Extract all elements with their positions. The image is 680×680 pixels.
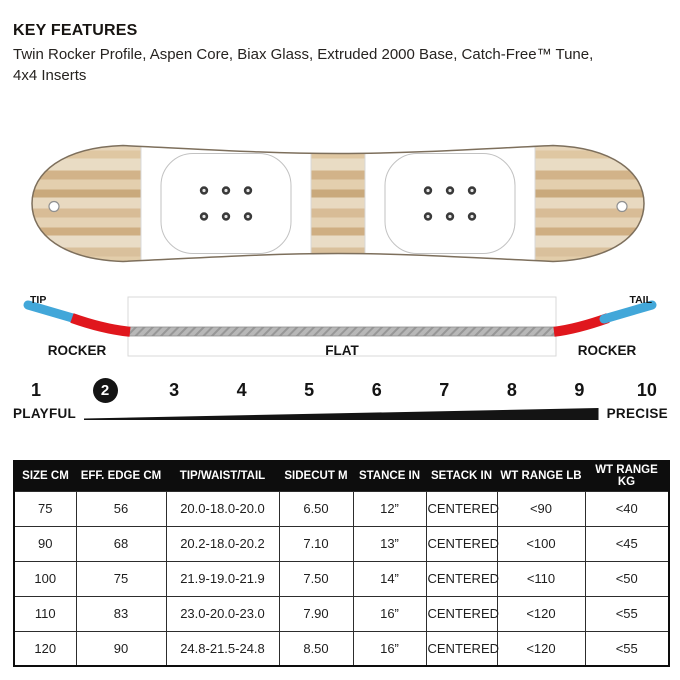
cell: 100	[14, 561, 76, 596]
binding-zone-left	[141, 141, 311, 267]
cell: 8.50	[279, 631, 353, 666]
col-stance-in: STANCE IN	[353, 461, 426, 491]
size-spec-table	[13, 460, 670, 667]
table-row	[14, 491, 669, 526]
cell: 7.10	[279, 526, 353, 561]
rocker-left-label: ROCKER	[47, 343, 107, 358]
cell: 120	[14, 631, 76, 666]
cell: 20.0-18.0-20.0	[166, 491, 279, 526]
cell: 13”	[353, 526, 426, 561]
size-spec-table-wrap	[13, 460, 670, 667]
cell: <45	[585, 526, 669, 561]
cell: 24.8-21.5-24.8	[166, 631, 279, 666]
flat-label: FLAT	[325, 343, 359, 358]
cell: 75	[76, 561, 166, 596]
cell: <55	[585, 631, 669, 666]
cell: <55	[585, 596, 669, 631]
scale-value-7: 7	[439, 379, 450, 400]
rocker-left-segment	[72, 318, 130, 332]
scale-value-9: 9	[574, 379, 585, 400]
scale-value-2-selected: 2	[93, 378, 118, 403]
cell: CENTERED	[426, 526, 497, 561]
feel-scale	[13, 377, 668, 421]
flat-section-bar	[128, 327, 556, 336]
col-size-cm: SIZE CM	[14, 461, 76, 491]
cell: 110	[14, 596, 76, 631]
cell: CENTERED	[426, 561, 497, 596]
table-row	[14, 561, 669, 596]
cell: 12”	[353, 491, 426, 526]
key-features-title: KEY FEATURES	[13, 22, 138, 39]
cell: 16”	[353, 631, 426, 666]
col-wt-range-kg: WT RANGE KG	[585, 461, 669, 491]
precise-label: PRECISE	[606, 406, 668, 421]
tip-label: TIP	[30, 294, 47, 306]
scale-value-10: 10	[636, 379, 657, 400]
scale-value-4: 4	[236, 379, 247, 400]
table-row	[14, 596, 669, 631]
cell: <110	[497, 561, 585, 596]
cell: 90	[76, 631, 166, 666]
tip-blue-segment	[28, 305, 76, 319]
cell: 75	[14, 491, 76, 526]
tail-label: TAIL	[629, 294, 652, 306]
key-features-description: Twin Rocker Profile, Aspen Core, Biax Glass, Extruded 2000 Base, Catch-Free™ Tune, 4x4 Inserts	[13, 46, 594, 84]
board-wood-texture	[28, 141, 648, 267]
scale-wedge-shape	[84, 408, 599, 420]
cell: <40	[585, 491, 669, 526]
cell: <50	[585, 561, 669, 596]
cell: 68	[76, 526, 166, 561]
cell: <120	[497, 631, 585, 666]
tail-blue-segment	[604, 305, 652, 319]
snowboard-top-view-image	[28, 140, 648, 267]
tail-leash-hole	[617, 202, 627, 212]
table-header-row	[14, 461, 669, 491]
scale-value-6: 6	[371, 379, 382, 400]
scale-value-1: 1	[30, 379, 41, 400]
cell: 7.90	[279, 596, 353, 631]
cell: CENTERED	[426, 596, 497, 631]
col-setack-in: SETACK IN	[426, 461, 497, 491]
cell: 20.2-18.0-20.2	[166, 526, 279, 561]
col-wt-range-lb: WT RANGE LB	[497, 461, 585, 491]
table-row	[14, 631, 669, 666]
scale-gradient-row	[13, 406, 668, 421]
cell: 16”	[353, 596, 426, 631]
cell: <90	[497, 491, 585, 526]
cell: 83	[76, 596, 166, 631]
scale-numbers-row	[13, 377, 668, 403]
cell: 23.0-20.0-23.0	[166, 596, 279, 631]
camber-profile-diagram	[0, 292, 680, 372]
cell: <120	[497, 596, 585, 631]
cell: 56	[76, 491, 166, 526]
tip-leash-hole	[49, 202, 59, 212]
cell: CENTERED	[426, 631, 497, 666]
cell: 21.9-19.0-21.9	[166, 561, 279, 596]
scale-value-8: 8	[506, 379, 517, 400]
cell: 6.50	[279, 491, 353, 526]
cell: 7.50	[279, 561, 353, 596]
cell: 90	[14, 526, 76, 561]
col-tip-waist-tail: TIP/WAIST/TAIL	[166, 461, 279, 491]
table-row	[14, 526, 669, 561]
rocker-right-label: ROCKER	[577, 343, 637, 358]
cell: 14”	[353, 561, 426, 596]
scale-value-3: 3	[169, 379, 180, 400]
col-eff-edge-cm: EFF. EDGE CM	[76, 461, 166, 491]
binding-zone-right	[365, 141, 535, 267]
cell: <100	[497, 526, 585, 561]
playful-label: PLAYFUL	[13, 406, 77, 421]
scale-value-5: 5	[304, 379, 315, 400]
col-sidecut-m: SIDECUT M	[279, 461, 353, 491]
cell: CENTERED	[426, 491, 497, 526]
